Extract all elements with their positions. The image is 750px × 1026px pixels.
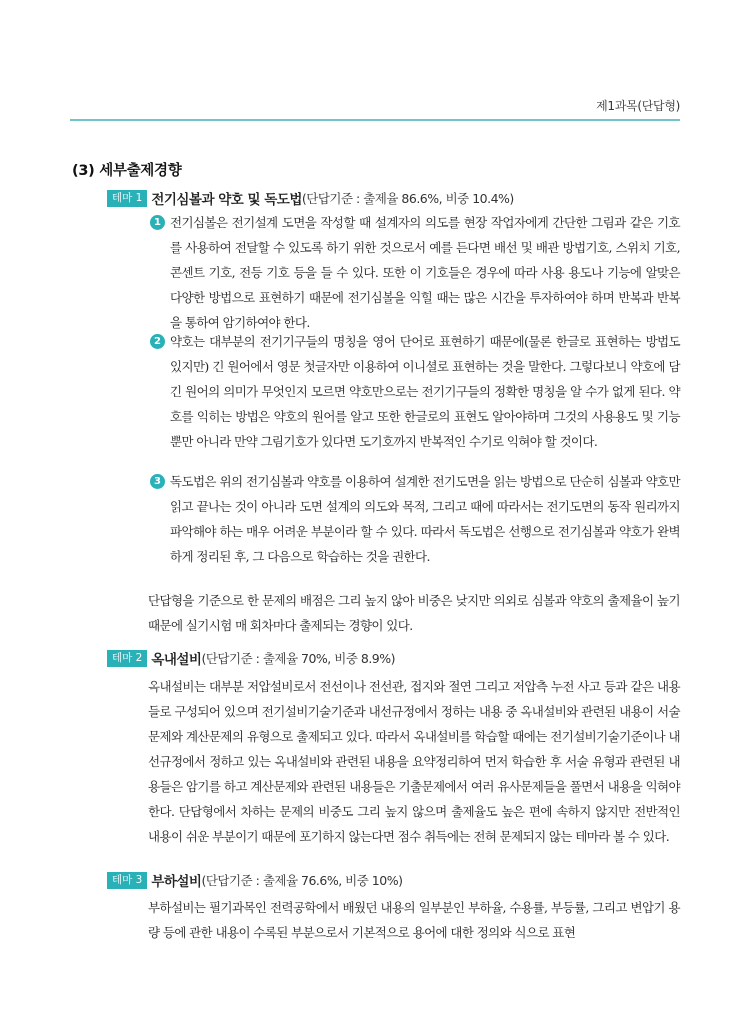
theme-1-item-3-text: 독도법은 위의 전기심볼과 약호를 이용하여 설계한 전기도면을 읽는 방법으로 단순히 심볼과 약호만 읽고 끝나는 것이 아니라 도면 설계의 의도와 목적, 그리고 때에 따라서는 전기도면의 동작 원리까지 파악해야 하는 매우 어려운 부분이라 할 수 있다. 따라서 독도법은 선행으로 전기심볼과 약호가 완벽하게 정리된 후, 그 다음으로 학습하는 것을 권한다. bbox=[170, 474, 680, 564]
theme-3-meta: (단답기준 : 출제율 76.6%, 비중 10%) bbox=[201, 873, 403, 888]
theme-1-name: 전기심볼과 약호 및 독도법 bbox=[151, 192, 302, 208]
theme-1-meta: (단답기준 : 출제율 86.6%, 비중 10.4%) bbox=[301, 191, 514, 206]
theme-1-item-2 bbox=[150, 329, 680, 454]
header-rule bbox=[70, 119, 680, 121]
theme-3-heading bbox=[107, 870, 402, 890]
theme-3-badge: 테마 3 bbox=[107, 872, 147, 889]
theme-1-heading bbox=[107, 188, 514, 208]
theme-1-summary: 단답형을 기준으로 한 문제의 배점은 그리 높지 않아 비중은 낮지만 의외로 심볼과 약호의 출제율이 높기 때문에 실기시험 매 회차마다 출제되는 경향이 있다. bbox=[148, 593, 680, 633]
theme-1-badge: 테마 1 bbox=[107, 190, 147, 207]
number-1-icon: 1 bbox=[150, 215, 165, 230]
theme-3-body: 부하설비는 필기과목인 전력공학에서 배웠던 내용의 일부분인 부하율, 수용률, 부등률, 그리고 변압기 용량 등에 관한 내용이 수록된 부분으로서 기본적으로 용어에 대한 정의와 식으로 표현 bbox=[148, 900, 680, 940]
section-title: (3) 세부출제경향 bbox=[72, 163, 182, 179]
running-head: 제1과목(단답형) bbox=[596, 99, 680, 113]
number-3-icon: 3 bbox=[150, 474, 165, 489]
theme-1-item-1-text: 전기심볼은 전기설계 도면을 작성할 때 설계자의 의도를 현장 작업자에게 간단한 그림과 같은 기호를 사용하여 전달할 수 있도록 하기 위한 것으로서 예를 든다면 배선 및 배관 방법기호, 스위치 기호, 콘센트 기호, 전등 기호 등을 들 수 있다. 또한 이 기호들은 경우에 따라 사용 용도나 기능에 알맞은 다양한 방법으로 표현하기 때문에 전기심볼을 익힐 때는 많은 시간을 투자하여야 하며 반복과 반복을 통하여 암기하여야 한다. bbox=[170, 215, 680, 330]
theme-2-meta: (단답기준 : 출제율 70%, 비중 8.9%) bbox=[201, 651, 396, 666]
theme-1-item-3 bbox=[150, 469, 680, 569]
theme-2-body: 옥내설비는 대부분 저압설비로서 전선이나 전선관, 접지와 절연 그리고 저압측 누전 사고 등과 같은 내용들로 구성되어 있으며 전기설비기술기준과 내선규정에서 정하는 내용 중 옥내설비와 관련된 내용이 서술문제와 계산문제의 유형으로 출제되고 있다. 따라서 옥내설비를 학습할 때에는 전기설비기술기준이나 내선규정에서 정하고 있는 옥내설비와 관련된 내용을 요약정리하여 먼저 학습한 후 서술 유형과 관련된 내용들은 암기를 하고 계산문제와 관련된 내용들은 기출문제에서 여러 유사문제들을 풀면서 내용을 익혀야 한다. 단답형에서 차하는 문제의 비중도 그리 높지 않으며 출제율도 높은 편에 속하지 않지만 전반적인 내용이 쉬운 부분이기 때문에 포기하지 않는다면 점수 취득에는 전혀 문제되지 않는 테마라 볼 수 있다. bbox=[148, 679, 680, 844]
theme-1-item-1 bbox=[150, 210, 680, 335]
number-2-icon: 2 bbox=[150, 334, 165, 349]
theme-2-name: 옥내설비 bbox=[151, 652, 202, 668]
theme-2-heading bbox=[107, 648, 395, 668]
theme-3-name: 부하설비 bbox=[151, 874, 202, 890]
theme-1-item-2-text: 약호는 대부분의 전기기구들의 명칭을 영어 단어로 표현하기 때문에(물론 한글로 표현하는 방법도 있지만) 긴 원어에서 영문 첫글자만 이용하여 이니셜로 표현하는 것을 말한다. 그렇다보니 약호에 담긴 원어의 의미가 무엇인지 모르면 약호만으로는 전기기구들의 정확한 명칭을 알 수가 없게 된다. 약호를 익히는 방법은 약호의 원어를 알고 또한 한글로의 표현도 알아야하며 그것의 사용용도 및 기능뿐만 아니라 만약 그림기호가 있다면 도기호까지 반복적인 수기로 익혀야 할 것이다. bbox=[170, 334, 680, 449]
theme-2-badge: 테마 2 bbox=[107, 650, 147, 667]
